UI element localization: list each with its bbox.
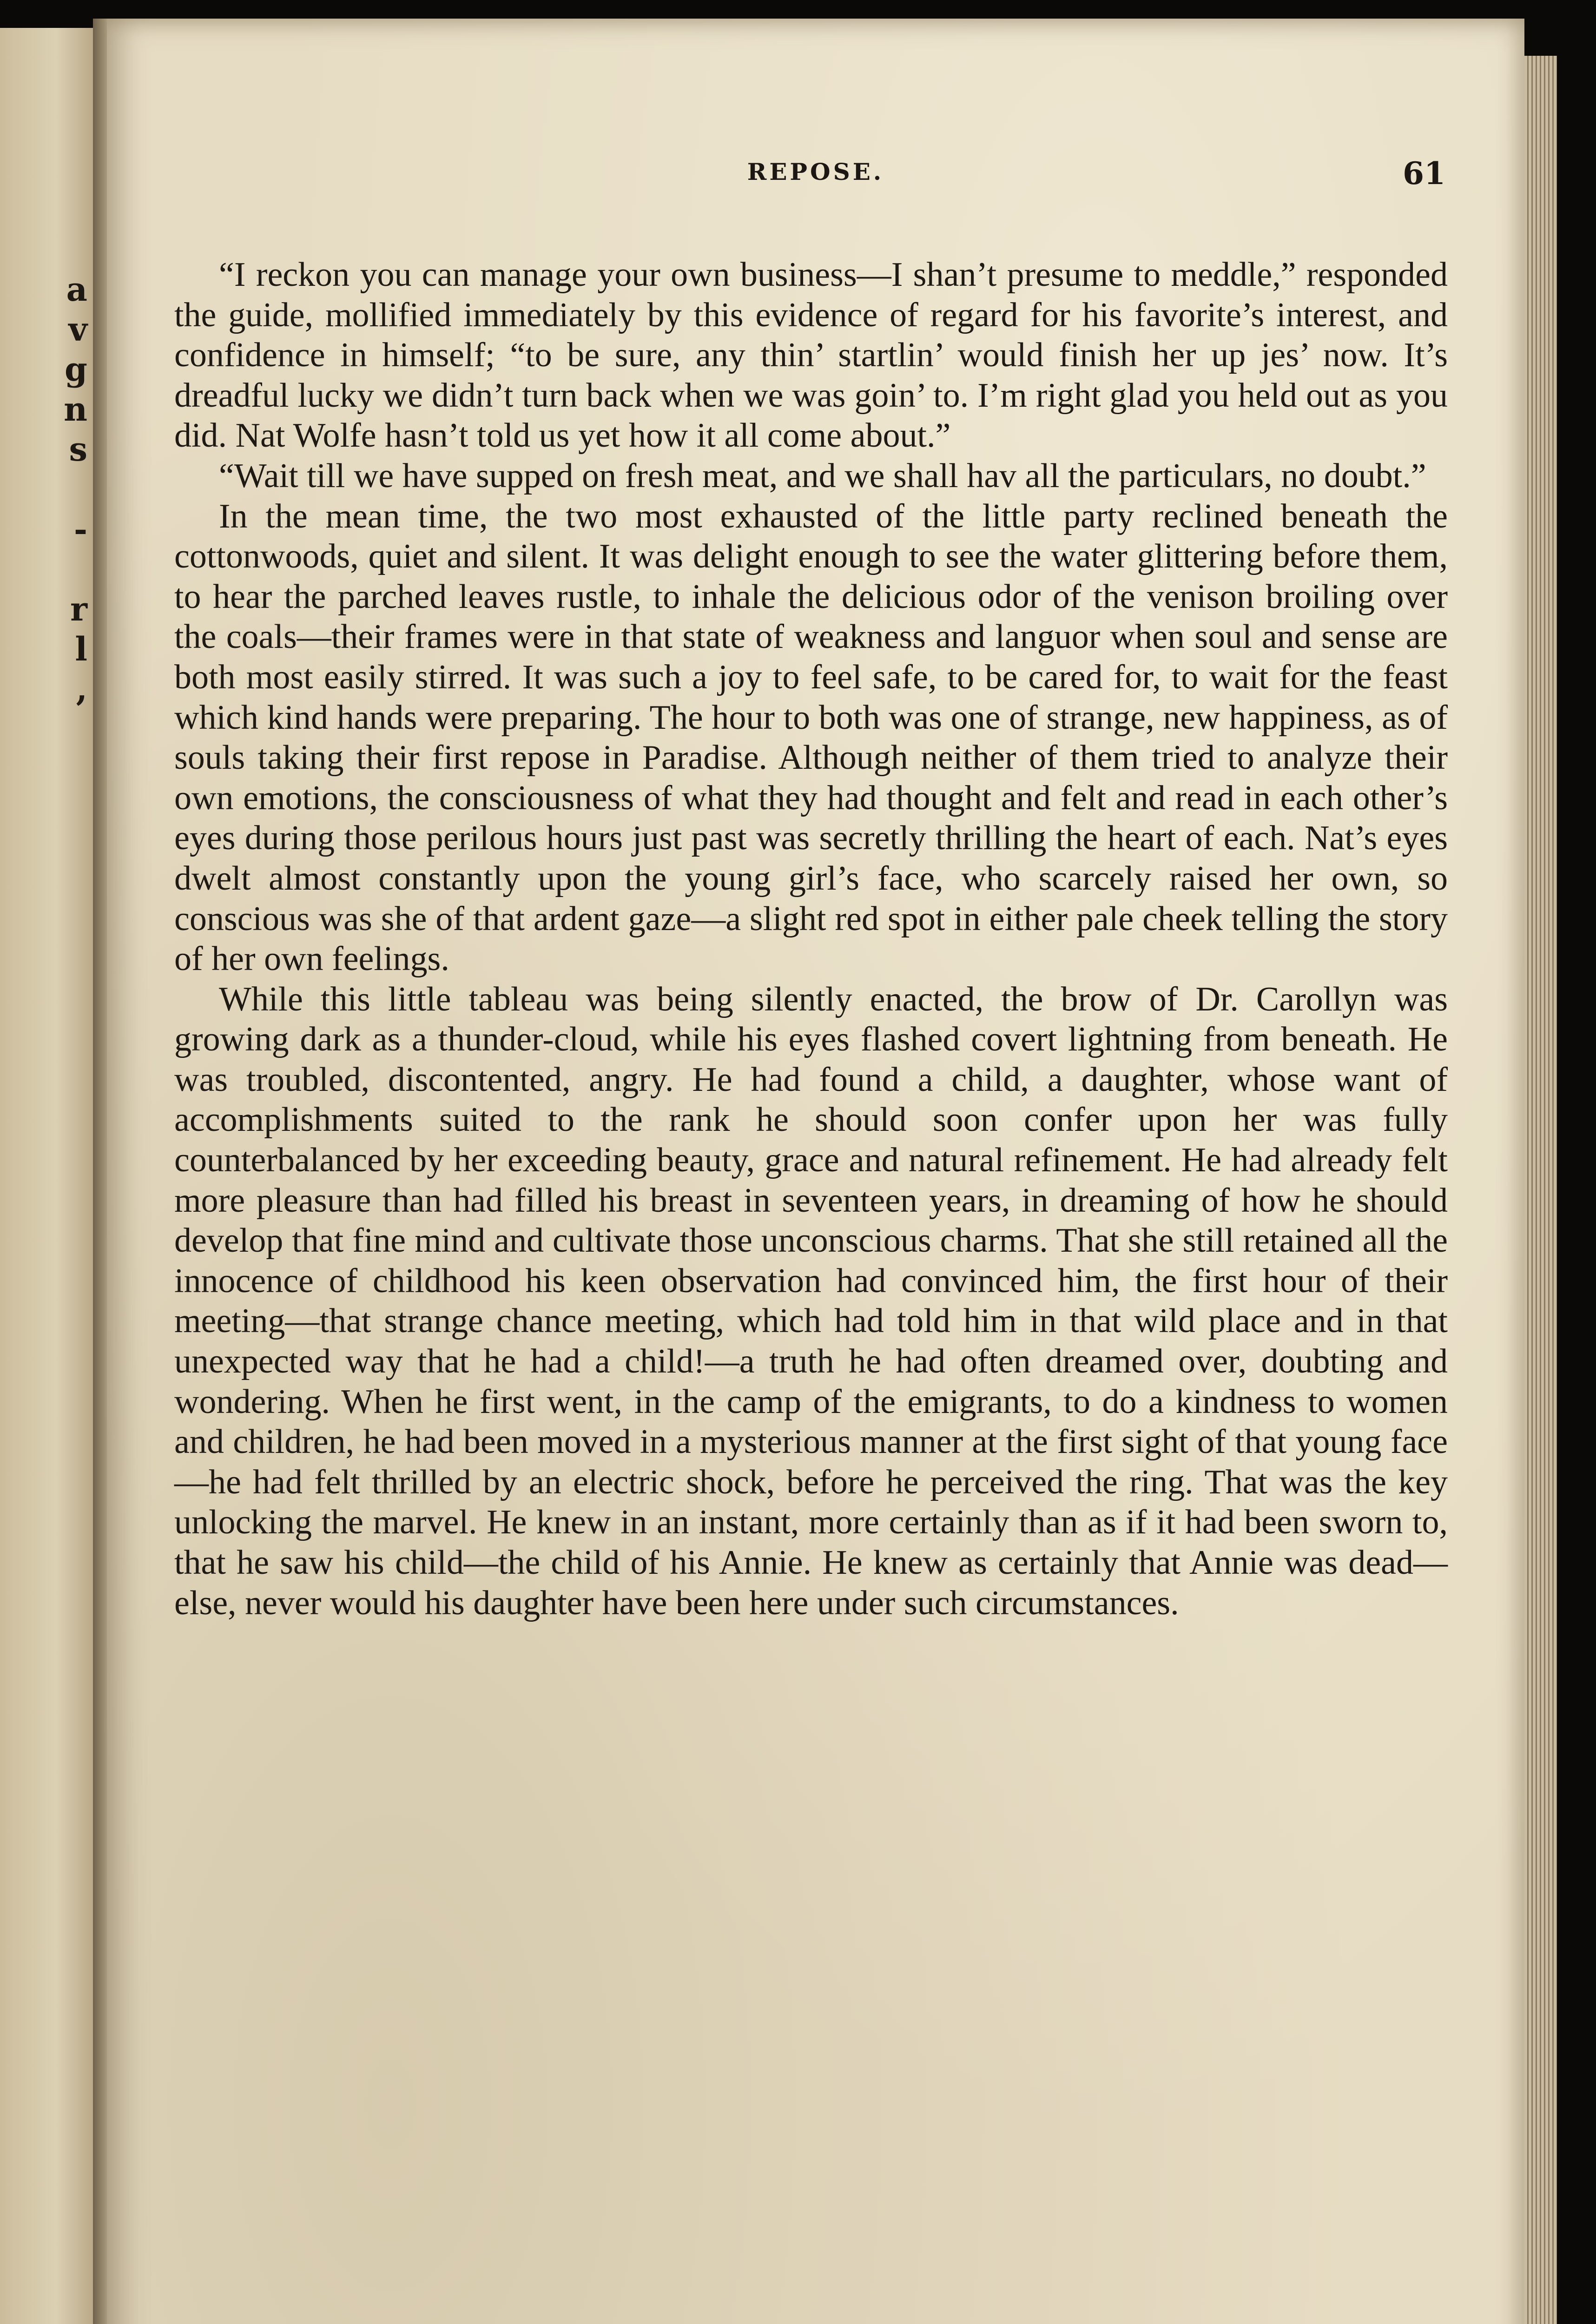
page-number: 61 (1403, 155, 1445, 191)
paragraph-guide-response: “I reckon you can manage your own business—I shan’t presume to meddle,” responded the guide, mollified immediately by this evidence of regard for his favorite’s interest, and confidence in himself; “to be sure, any thin’ startlin’ would finish her up jes’ now. It’s dreadful lucky we didn’t turn back when we was goin’ to. I’m right glad you held out as you did. Nat Wolfe hasn’t told us yet how it all come about.” (174, 256, 1448, 455)
book-page (107, 19, 1524, 2324)
page-stack-edges (1524, 56, 1557, 2324)
facing-page-letters: a v g n s - r l , (64, 270, 87, 708)
paragraph-tableau: While this little tableau was being silently enacted, the brow of Dr. Carollyn was growing dark as a thunder-cloud, while his eyes flashed covert lightning from beneath. He was troubled, discontented, angry. He had found a child, a daughter, whose want of accomplishments suited to the rank he should soon confer upon her was fully counterbalanced by her exceeding beauty, grace and natural refinement. He had already felt more pleasure than had filled his breast in seventeen years, in dreaming of how he should develop that fine mind and cultivate those unconscious charms. That she still retained all the innocence of childhood his keen observation had convinced him, the first hour of their meeting—that strange chance meeting, which had told him in that wild place and in that unexpected way that he had a child!—a truth he had often dreamed over, doubting and wondering. When he first went, in the camp of the emigrants, to do a kindness to women and children, he had been moved in a mysterious manner at the first sight of that young face—he had felt thrilled by an electric shock, before he perceived the ring. That was the key unlocking the marvel. He knew in an instant, more certainly than as if it had been sworn to, that he saw his child—the child of his Annie. He knew as certainly that Annie was dead—else, never would his daughter have been here under such circumstances. (174, 980, 1448, 1622)
paragraph-mean-time: In the mean time, the two most exhausted of the little party reclined beneath the cottonwoods, quiet and silent. It was delight enough to see the water glittering before them, to hear the parched leaves rustle, to inhale the delicious odor of the venison broiling over the coals—their frames were in that state of weakness and languor when soul and sense are both most easily stirred. It was such a joy to feel safe, to be cared for, to wait for the feast which kind hands were preparing. The hour to both was one of strange, new happiness, as of souls taking their first repose in Paradise. Although neither of them tried to analyze their own emotions, the consciousness of what they had thought and felt and read in each other’s eyes during those perilous hours just past was secretly thrilling the heart of each. Nat’s eyes dwelt almost constantly upon the young girl’s face, who scarcely raised her own, so conscious was she of that ardent gaze—a slight red spot in either pale cheek telling the story of her own feelings. (174, 497, 1448, 978)
facing-page-edge (0, 28, 98, 2324)
paragraph-wait-till: “Wait till we have supped on fresh meat, and we shall hav all the particulars, no doubt.” (219, 456, 1426, 495)
body-text (174, 255, 1448, 1623)
running-title: REPOSE. (747, 158, 884, 185)
running-head (107, 155, 1524, 195)
